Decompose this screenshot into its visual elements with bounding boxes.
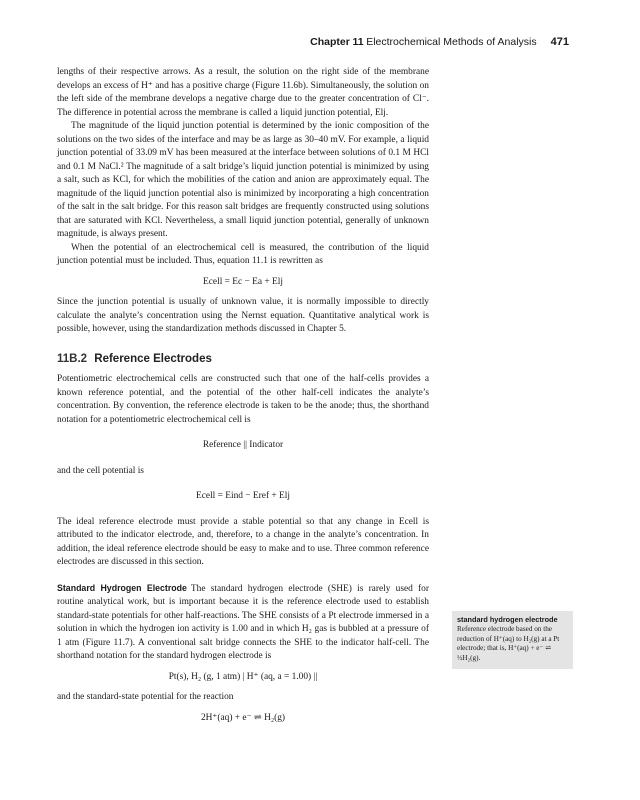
chapter-number: 11	[352, 36, 364, 48]
chapter-title: Electrochemical Methods of Analysis	[366, 36, 537, 48]
chapter-label: Chapter	[310, 36, 350, 48]
equation-she-notation: Pt(s), H₂ (g, 1 atm) | H⁺ (aq, a = 1.00) ||	[168, 671, 318, 682]
equation-cell-notation: Reference || Indicator	[202, 440, 284, 450]
paragraph: lengths of their respective arrows. As a result, the solution on the right side of the membrane develops an excess of H⁺ and has a positive charge (Figure 11.6b). Simultaneously, the solution on the left side of the membrane develops a negative charge due to the greater concentration of Cl⁻. The difference in potential across the membrane is called a liquid junction potential, Elj.	[57, 67, 429, 118]
glossary-definition: Reference electrode based on the reduction of H⁺(aq) to H₂(g) at a Pt electrode; that is, H⁺(aq) + e⁻ ⇌ ½H₂(g).	[457, 624, 560, 663]
runin-heading: Standard Hydrogen Electrode	[57, 582, 187, 593]
section-number: 11B.2	[57, 352, 88, 365]
paragraph: and the cell potential is	[57, 465, 144, 476]
running-header	[56, 36, 569, 52]
paragraph-she	[57, 582, 429, 664]
paragraph: When the potential of an electrochemical cell is measured, the contribution of the liquid junction potential must be included. Thus, equation 11.1 is rewritten as	[57, 242, 429, 266]
paragraph: Potentiometric electrochemical cells are constructed such that one of the half-cells provides a known reference potential, and the potential of the other half-cell indicates the analyte’s concentration. By convention, the reference electrode is taken to be the anode; thus, the shorthand notation for a potentiometric electrochemical cell is	[57, 374, 429, 425]
paragraph: Since the junction potential is usually of unknown value, it is normally impossible to directly calculate the analyte’s concentration using the Nernst equation. Quantitative analytical work is possible, however, using the standardization methods discussed in Chapter 5.	[57, 297, 429, 334]
paragraph-she-text: The standard hydrogen electrode (SHE) is rarely used for routine analytical work, but is important because it is the reference electrode used to establish standard-state potentials for other half-reactions. The SHE consists of a Pt electrode immersed in a solution in which the hydrogen ion activity is 1.00 and in which H₂ gas is bubbled at a pressure of 1 atm (Figure 11.7). A conventional salt bridge connects the SHE to the indicator half-cell. The shorthand notation for the standard hydrogen electrode is	[57, 583, 429, 661]
equation-cell-potential: Ecell = Eind − Eref + Elj	[196, 491, 290, 501]
glossary-term: standard hydrogen electrode	[457, 615, 558, 624]
paragraph: The ideal reference electrode must provide a stable potential so that any change in Ecell is attributed to the indicator electrode, and, therefore, to a change in the analyte’s concentration. In addition, the ideal reference electrode should be easy to make and to use. Three common reference electrodes are discussed in this section.	[57, 516, 429, 567]
page-number: 471	[550, 36, 569, 48]
main-column	[57, 66, 429, 732]
section-title: Reference Electrodes	[94, 352, 212, 365]
margin-definition	[452, 611, 573, 669]
paragraph: The magnitude of the liquid junction potential is determined by the ionic composition of the solutions on the two sides of the interface and may be as large as 30–40 mV. For example, a liquid junction potential of 33.09 mV has been measured at the interface between solutions of 0.1 M HCl and 0.1 M NaCl.² The magnitude of a salt bridge’s liquid junction potential is minimized by using a salt, such as KCl, for which the mobilities of the cation and anion are approximately equal. The magnitude of the liquid junction potential also is minimized by incorporating a high concentration of the salt in the salt bridge. For this reason salt bridges are frequently constructed using solutions that are saturated with KCl. Nevertheless, a small liquid junction potential, generally of unknown magnitude, is always present.	[57, 121, 429, 239]
section-heading	[57, 353, 429, 367]
equation-cell-potential-junction: Ecell = Ec − Ea + Elj	[203, 276, 283, 287]
equation-she-reaction: 2H⁺(aq) + e⁻ ⇌ H₂(g)	[200, 712, 286, 723]
paragraph: and the standard-state potential for the reaction	[57, 692, 234, 702]
